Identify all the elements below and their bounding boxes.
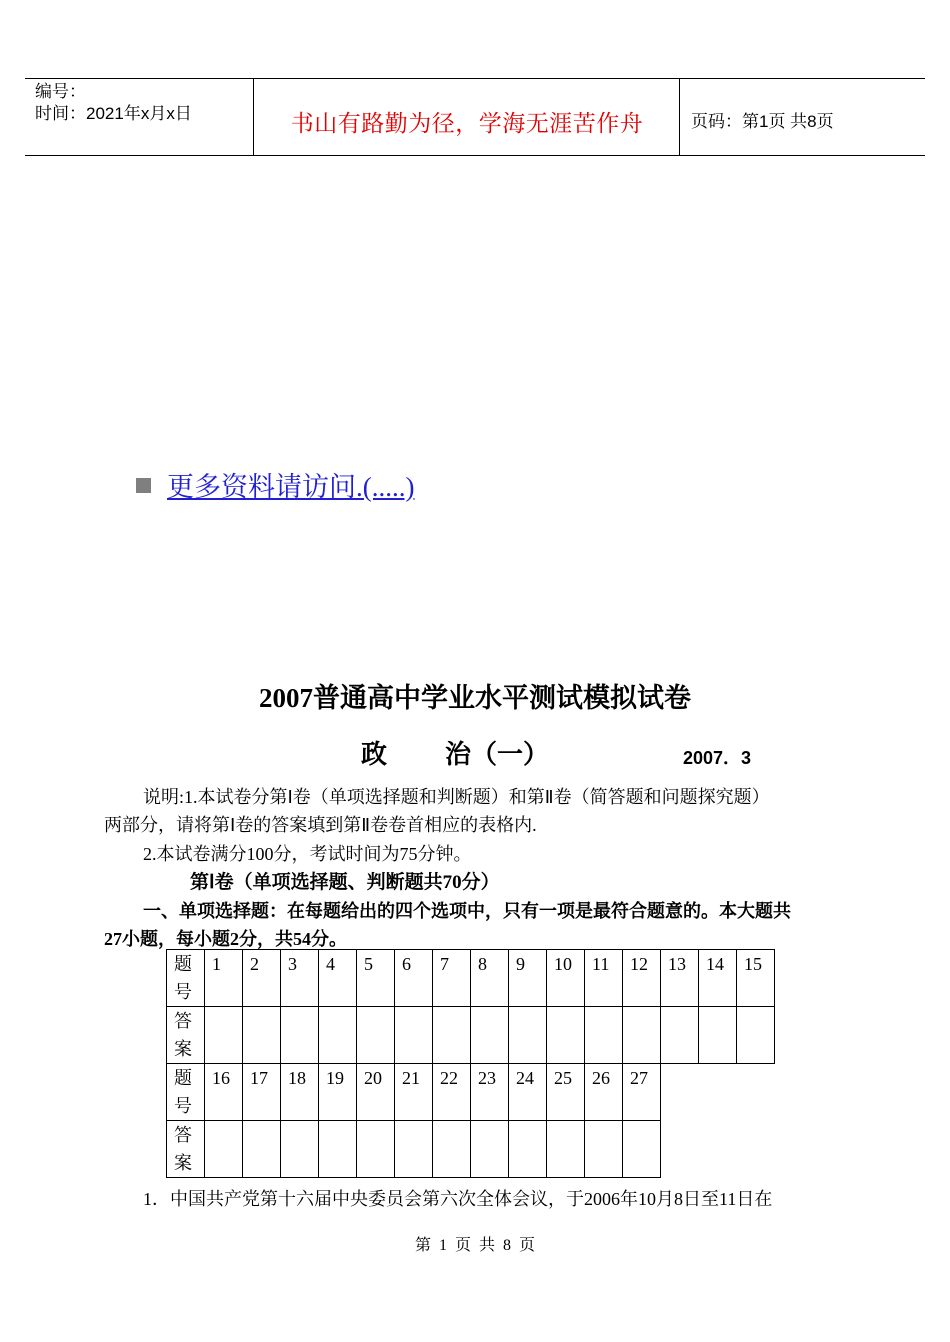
- answer-cell[interactable]: [357, 1121, 395, 1178]
- question-number: 21: [395, 1064, 433, 1121]
- answer-cell[interactable]: [243, 1121, 281, 1178]
- page-footer: 第 1 页 共 8 页: [414, 1237, 535, 1254]
- question-number: 22: [433, 1064, 471, 1121]
- subject-char: 政: [361, 740, 388, 770]
- question-number: 12: [623, 950, 661, 1007]
- answer-cell[interactable]: [281, 1007, 319, 1064]
- note-line-2: 两部分，请将第Ⅰ卷的答案填到第Ⅱ卷卷首相应的表格内.: [104, 815, 537, 835]
- answer-cell[interactable]: [395, 1007, 433, 1064]
- question-number: 13: [661, 950, 699, 1007]
- answer-cell[interactable]: [585, 1121, 623, 1178]
- table-row: [167, 1064, 775, 1121]
- question-number: 2: [243, 950, 281, 1007]
- promo-line: [136, 465, 414, 504]
- answer-cell[interactable]: [319, 1007, 357, 1064]
- question-number: 5: [357, 950, 395, 1007]
- empty-cell: [661, 1064, 699, 1121]
- empty-cell: [737, 1121, 775, 1178]
- row-label: 答案: [167, 1007, 205, 1064]
- answer-cell[interactable]: [623, 1121, 661, 1178]
- question-number: 17: [243, 1064, 281, 1121]
- question-number: 9: [509, 950, 547, 1007]
- answer-cell[interactable]: [585, 1007, 623, 1064]
- question-number: 24: [509, 1064, 547, 1121]
- question-number: 6: [395, 950, 433, 1007]
- empty-cell: [699, 1121, 737, 1178]
- answer-cell[interactable]: [205, 1121, 243, 1178]
- answer-cell[interactable]: [737, 1007, 775, 1064]
- answer-cell[interactable]: [509, 1121, 547, 1178]
- answer-table: [166, 949, 775, 1178]
- answer-cell[interactable]: [395, 1121, 433, 1178]
- question-1: 1．中国共产党第十六届中央委员会第六次全体会议，于2006年10月8日至11日在: [143, 1189, 773, 1209]
- page-header: [25, 78, 925, 156]
- question-number: 10: [547, 950, 585, 1007]
- instruction-line-1: 一、单项选择题：在每题给出的四个选项中，只有一项是最符合题意的。本大题共: [143, 901, 791, 921]
- instruction-line-2: 27小题，每小题2分，共54分。: [104, 929, 347, 949]
- question-number: 18: [281, 1064, 319, 1121]
- question-number: 8: [471, 950, 509, 1007]
- answer-cell[interactable]: [547, 1121, 585, 1178]
- answer-cell[interactable]: [433, 1007, 471, 1064]
- empty-cell: [661, 1121, 699, 1178]
- answer-cell[interactable]: [357, 1007, 395, 1064]
- question-number: 15: [737, 950, 775, 1007]
- header-meta: [35, 81, 192, 125]
- subject-title: [361, 734, 549, 771]
- answer-cell[interactable]: [433, 1121, 471, 1178]
- answer-cell[interactable]: [243, 1007, 281, 1064]
- row-label: 答案: [167, 1121, 205, 1178]
- promo-link[interactable]: 更多资料请访问.(.....): [167, 472, 415, 502]
- answer-cell[interactable]: [471, 1007, 509, 1064]
- answer-cell[interactable]: [623, 1007, 661, 1064]
- note-line-3: 2.本试卷满分100分，考试时间为75分钟。: [143, 844, 472, 864]
- table-row: [167, 950, 775, 1007]
- time-label: 时间：2021年x月x日: [35, 104, 192, 123]
- subject-rest: 治（一）: [445, 740, 550, 770]
- question-number: 4: [319, 950, 357, 1007]
- header-divider: [253, 79, 254, 155]
- answer-cell[interactable]: [509, 1007, 547, 1064]
- answer-cell[interactable]: [319, 1121, 357, 1178]
- header-page-number: 页码：第1页 共8页: [691, 112, 834, 131]
- question-number: 19: [319, 1064, 357, 1121]
- question-number: 16: [205, 1064, 243, 1121]
- answer-cell[interactable]: [281, 1121, 319, 1178]
- question-number: 14: [699, 950, 737, 1007]
- answer-cell[interactable]: [547, 1007, 585, 1064]
- section-title: 第Ⅰ卷（单项选择题、判断题共70分）: [190, 872, 500, 893]
- table-row: [167, 1121, 775, 1178]
- answer-cell[interactable]: [205, 1007, 243, 1064]
- answer-cell[interactable]: [699, 1007, 737, 1064]
- row-label: 题号: [167, 950, 205, 1007]
- note-line-1: 说明:1.本试卷分第Ⅰ卷（单项选择题和判断题）和第Ⅱ卷（简答题和问题探究题）: [143, 787, 770, 807]
- question-number: 26: [585, 1064, 623, 1121]
- row-label: 题号: [167, 1064, 205, 1121]
- empty-cell: [699, 1064, 737, 1121]
- number-label: 编号：: [35, 82, 86, 101]
- header-divider: [679, 79, 680, 155]
- question-number: 20: [357, 1064, 395, 1121]
- table-row: [167, 1007, 775, 1064]
- question-number: 23: [471, 1064, 509, 1121]
- answer-cell[interactable]: [661, 1007, 699, 1064]
- question-number: 7: [433, 950, 471, 1007]
- question-number: 27: [623, 1064, 661, 1121]
- square-bullet-icon: [136, 478, 151, 493]
- question-number: 11: [585, 950, 623, 1007]
- exam-date: 2007．3: [683, 748, 752, 768]
- answer-cell[interactable]: [471, 1121, 509, 1178]
- question-number: 25: [547, 1064, 585, 1121]
- question-number: 3: [281, 950, 319, 1007]
- question-number: 1: [205, 950, 243, 1007]
- header-motto: 书山有路勤为径，学海无涯苦作舟: [290, 111, 644, 137]
- document-title: 2007普通高中学业水平测试模拟试卷: [259, 683, 691, 713]
- empty-cell: [737, 1064, 775, 1121]
